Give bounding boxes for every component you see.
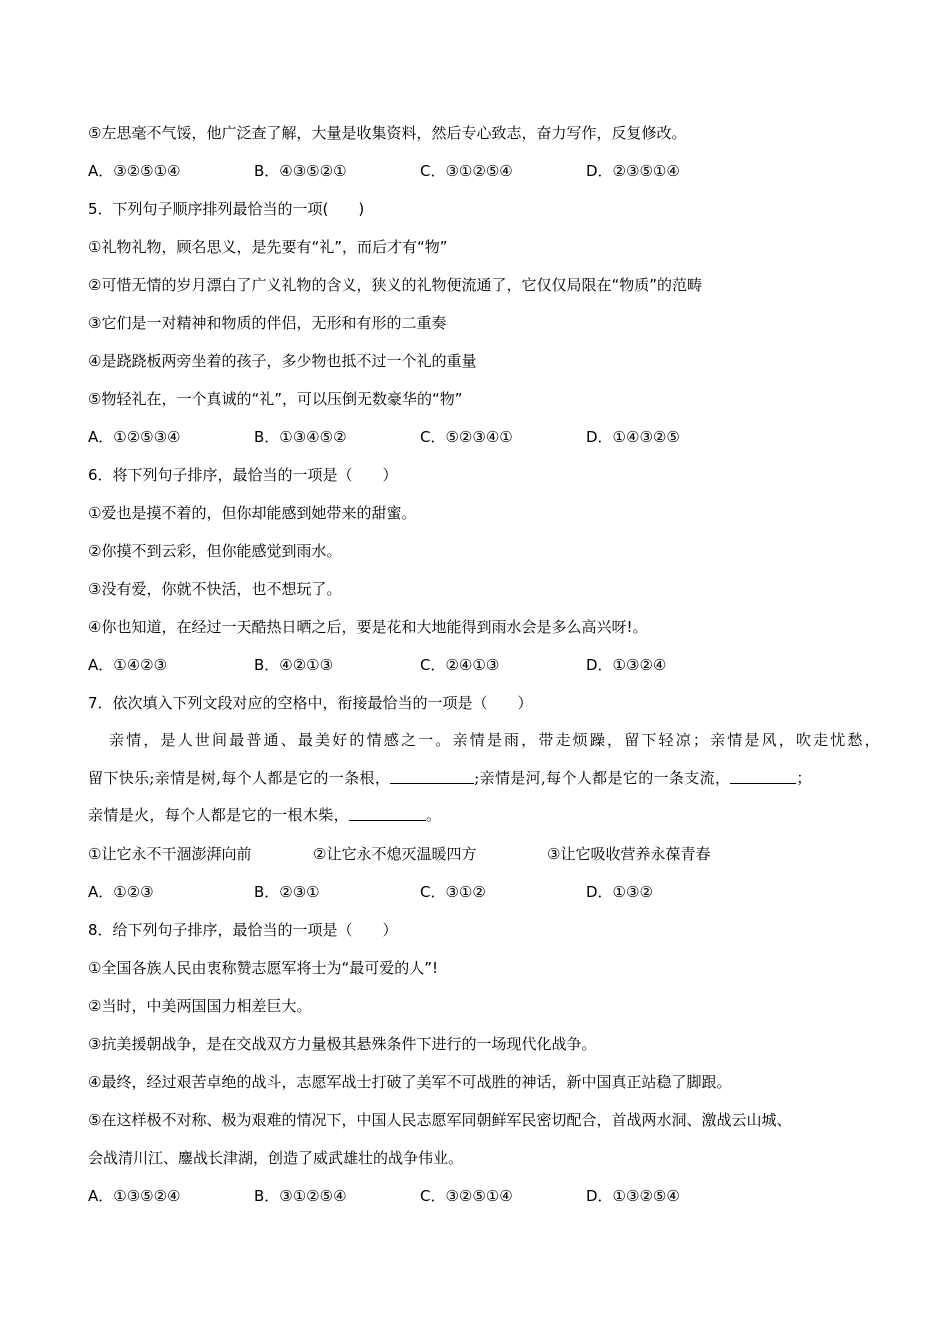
q7-fill-item: ③让它吸收营养永葆青春: [547, 844, 711, 863]
answer-blank: [349, 805, 426, 821]
q7-option-c: C．③①②: [420, 882, 486, 901]
q5-option-a: A．①②⑤③④: [88, 428, 181, 446]
q7-text: ;亲情是河,每个人都是它的一条支流，: [474, 768, 731, 787]
q6-option-b: B．④②①③: [254, 656, 334, 674]
q7-passage-line: 亲情，是人世间最普通、最美好的情感之一。亲情是雨，带走烦躁，留下轻凉；亲情是风，吹走忧愁，: [109, 731, 880, 749]
q5-option-c: C．⑤②③④①: [420, 428, 513, 446]
q8-stem: 8．给下列句子排序，最恰当的一项是（ ）: [88, 920, 398, 939]
q8-option-c: C．③②⑤①④: [420, 1186, 513, 1205]
q7-fill-item: ①让它永不干涸澎湃向前: [88, 844, 252, 863]
q6-item: ③没有爱，你就不快活，也不想玩了。: [88, 580, 342, 598]
q4-item-5: ⑤左思毫不气馁，他广泛查了解，大量是收集资料，然后专心致志，奋力写作，反复修改。: [88, 124, 687, 142]
q6-stem: 6．将下列句子排序，最恰当的一项是（ ）: [88, 466, 398, 484]
q4-option-b: B．④③⑤②①: [254, 162, 347, 180]
q4-option-c: C．③①②⑤④: [420, 162, 513, 180]
q5-option-d: D．①④③②⑤: [586, 428, 680, 446]
q8-option-b: B．③①②⑤④: [254, 1186, 347, 1205]
q8-item: ①全国各族人民由衷称赞志愿军将士为“最可爱的人”!: [88, 958, 439, 977]
q8-option-d: D．①③②⑤④: [586, 1186, 680, 1205]
q5-options: [88, 418, 880, 456]
q8-item: ⑤在这样极不对称、极为艰难的情况下，中国人民志愿军同朝鲜军民密切配合，首战两水洞、激战云山城、: [88, 1110, 792, 1129]
q8-options: [88, 1177, 880, 1215]
document-page: [88, 114, 880, 1215]
q8-option-a: A．①③⑤②④: [88, 1186, 181, 1205]
q8-item: ②当时，中美两国国力相差巨大。: [88, 996, 312, 1015]
q7-text: 留下快乐;亲情是树,每个人都是它的一条根，: [88, 768, 391, 787]
q7-passage-line: [88, 797, 880, 835]
q7-option-d: D．①③②: [586, 882, 653, 901]
q7-text: 亲情是火，每个人都是它的一根木柴，: [88, 806, 349, 824]
q6-item: ④你也知道，在经过一天酷热日晒之后，要是花和大地能得到雨水会是多么高兴呀!。: [88, 618, 648, 636]
q7-option-a: A．①②③: [88, 882, 154, 901]
q5-item: ②可惜无情的岁月漂白了广义礼物的含义，狭义的礼物便流通了，它仅仅局限在“物质”的范畴: [88, 276, 702, 294]
answer-blank: [730, 768, 796, 784]
q6-option-d: D．①③②④: [586, 656, 667, 674]
answer-blank: [390, 768, 474, 784]
q4-options: [88, 152, 880, 190]
q7-passage-line: [88, 760, 880, 798]
q5-item: ①礼物礼物，顾名思义，是先要有“礼”，而后才有“物”: [88, 238, 448, 256]
q7-passage: [88, 722, 880, 835]
q7-fill-items: [88, 835, 880, 873]
q5-option-b: B．①③④⑤②: [254, 428, 347, 446]
q6-options: [88, 646, 880, 684]
q6-item: ②你摸不到云彩，但你能感觉到雨水。: [88, 542, 342, 560]
q6-option-a: A．①④②③: [88, 656, 168, 674]
q5-item: ⑤物轻礼在，一个真诚的“礼”，可以压倒无数豪华的“物”: [88, 390, 463, 408]
q5-item: ④是跷跷板两旁坐着的孩子，多少物也抵不过一个礼的重量: [88, 352, 477, 370]
q8-item: ③抗美援朝战争，是在交战双方力量极其悬殊条件下进行的一场现代化战争。: [88, 1034, 597, 1053]
q7-text: 。: [425, 806, 442, 824]
q4-option-d: D．②③⑤①④: [586, 162, 680, 180]
q7-text: ；: [796, 768, 812, 787]
q5-stem: 5．下列句子顺序排列最恰当的一项( ): [88, 200, 365, 218]
q8-item: 会战清川江、鏖战长津湖，创造了威武雄壮的战争伟业。: [88, 1148, 464, 1167]
q6-option-c: C．②④①③: [420, 656, 500, 674]
q7-options: [88, 873, 880, 911]
q7-option-b: B．②③①: [254, 882, 320, 901]
q8-item: ④最终，经过艰苦卓绝的战斗，志愿军战士打破了美军不可战胜的神话，新中国真正站稳了脚跟。: [88, 1072, 732, 1091]
q7-fill-item: ②让它永不熄灭温暖四方: [313, 844, 477, 863]
q6-item: ①爱也是摸不着的，但你却能感到她带来的甜蜜。: [88, 504, 417, 522]
q5-item: ③它们是一对精神和物质的伴侣，无形和有形的二重奏: [88, 314, 447, 332]
q4-option-a: A．③②⑤①④: [88, 162, 181, 180]
q7-stem: 7．依次填入下列文段对应的空格中，衔接最恰当的一项是（ ）: [88, 694, 533, 712]
